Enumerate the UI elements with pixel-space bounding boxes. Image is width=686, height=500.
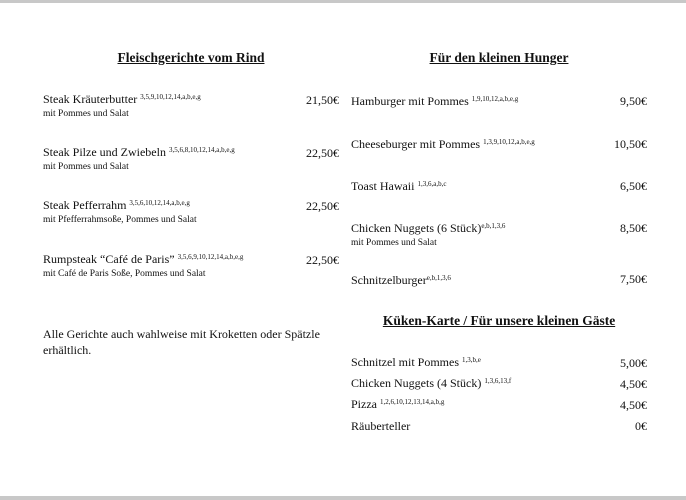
item-name: Schnitzelburger — [351, 273, 427, 287]
item-allergens: 1,3,6,13,f — [484, 377, 512, 385]
item-name: Cheeseburger mit Pommes — [351, 137, 481, 151]
item-allergens: 1,9,10,12,a,b,e,g — [471, 95, 519, 103]
item-name: Rumpsteak “Café de Paris” — [43, 252, 175, 266]
menu-item — [351, 273, 451, 288]
item-allergens: e,b,1,3,6 — [426, 274, 451, 282]
item-price: 4,50€ — [620, 377, 647, 391]
item-name: Hamburger mit Pommes — [351, 94, 469, 108]
menu-item — [351, 221, 505, 248]
item-allergens: 1,2,6,10,12,13,14,a,b,g — [380, 398, 445, 406]
item-name: Chicken Nuggets (4 Stück) — [351, 376, 482, 390]
item-name: Pizza — [351, 397, 377, 411]
menu-item — [43, 92, 201, 119]
menu-item — [43, 198, 197, 225]
menu-item — [43, 145, 235, 172]
item-name: Toast Hawaii — [351, 179, 415, 193]
item-allergens: 1,3,b,e — [462, 356, 481, 364]
item-name: Steak Pefferrahm — [43, 198, 127, 212]
item-name: Steak Pilze und Zwiebeln — [43, 145, 166, 159]
item-allergens: 1,3,6,a,b,c — [417, 180, 447, 188]
menu-item — [351, 355, 481, 370]
item-price: 8,50€ — [620, 221, 647, 235]
side-dish-note: Alle Gerichte auch wahlweise mit Kroketten oder Spätzle erhältlich. — [43, 327, 320, 357]
item-price: 6,50€ — [620, 179, 647, 193]
item-allergens: 3,5,6,10,12,14,a,b,e,g — [129, 199, 190, 207]
item-price: 9,50€ — [620, 94, 647, 108]
menu-item — [43, 252, 243, 279]
heading-beef: Fleischgerichte vom Rind — [117, 50, 265, 65]
item-allergens: 3,5,9,10,12,14,a,b,e,g — [140, 93, 201, 101]
item-price: 0€ — [635, 419, 647, 433]
item-price: 4,50€ — [620, 398, 647, 412]
item-description: mit Pommes und Salat — [351, 238, 437, 248]
item-price: 10,50€ — [614, 137, 647, 151]
item-price: 22,50€ — [306, 199, 339, 213]
item-allergens: e,b,1,3,6 — [481, 222, 506, 230]
item-allergens: 1,3,9,10,12,a,b,e,g — [483, 138, 535, 146]
bottom-border — [0, 496, 686, 500]
item-price: 5,00€ — [620, 356, 647, 370]
item-allergens: 3,5,6,9,10,12,14,a,b,e,g — [177, 253, 244, 261]
menu-item — [351, 179, 446, 194]
top-border — [0, 0, 686, 3]
item-description: mit Café de Paris Soße, Pommes und Salat — [43, 269, 206, 279]
item-price: 22,50€ — [306, 146, 339, 160]
item-price: 7,50€ — [620, 272, 647, 286]
heading-small-hunger: Für den kleinen Hunger — [429, 50, 569, 65]
menu-item — [351, 419, 410, 434]
item-description: mit Pommes und Salat — [43, 162, 129, 172]
menu-item — [351, 94, 518, 109]
heading-kids-menu: Küken-Karte / Für unsere kleinen Gäste — [382, 313, 616, 328]
item-price: 22,50€ — [306, 253, 339, 267]
item-name: Schnitzel mit Pommes — [351, 355, 459, 369]
item-allergens: 3,5,6,8,10,12,14,a,b,e,g — [168, 146, 235, 154]
menu-item — [351, 397, 444, 412]
menu-item — [351, 137, 535, 152]
item-name: Räuberteller — [351, 419, 411, 433]
item-description: mit Pfefferrahmsoße, Pommes und Salat — [43, 215, 197, 225]
item-name: Chicken Nuggets (6 Stück) — [351, 221, 482, 235]
item-price: 21,50€ — [306, 93, 339, 107]
menu-item — [351, 376, 511, 391]
item-name: Steak Kräuterbutter — [43, 92, 138, 106]
item-description: mit Pommes und Salat — [43, 109, 129, 119]
